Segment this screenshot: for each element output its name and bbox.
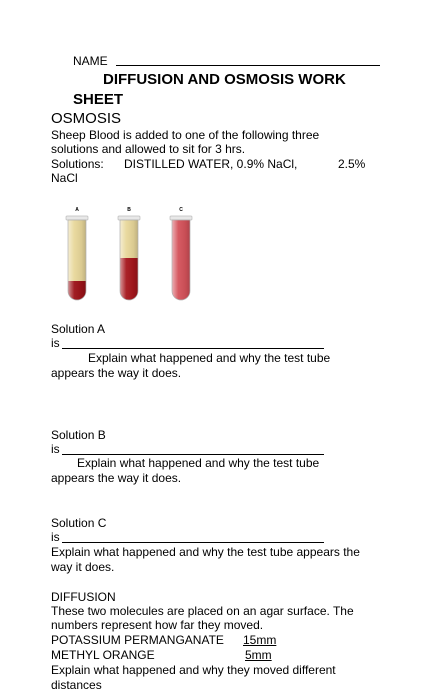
tube-b-label: B: [127, 207, 131, 213]
solution-value-3: 2.5%: [338, 157, 366, 171]
solution-a-answer-line[interactable]: [62, 348, 324, 349]
solution-a-explain-line1: Explain what happened and why the test tube: [88, 351, 331, 365]
solution-value-3-cont: NaCl: [51, 171, 78, 185]
solution-c-answer-line[interactable]: [62, 542, 324, 543]
diffusion-heading: DIFFUSION: [51, 590, 116, 604]
test-tube-c: [170, 207, 192, 300]
solution-c-is-label: is: [51, 530, 60, 544]
osmosis-intro-line1: Sheep Blood is added to one of the following three: [51, 128, 320, 142]
solution-a-title: Solution A: [51, 322, 106, 336]
name-blank-line[interactable]: [116, 65, 380, 66]
methyl-orange-label: METHYL ORANGE: [51, 648, 155, 662]
solutions-label: Solutions:: [51, 157, 104, 171]
solution-c-explain-line2: way it does.: [51, 560, 115, 574]
solution-c-explain-line1: Explain what happened and why the test tube appears the: [51, 545, 360, 559]
diffusion-line1: These two molecules are placed on an agar surface. The: [51, 604, 354, 618]
methyl-orange-distance: 5mm: [245, 648, 272, 662]
solution-b-title: Solution B: [51, 428, 106, 442]
test-tubes-illustration: [55, 203, 205, 308]
diffusion-line3: Explain what happened and why they moved different: [51, 663, 336, 677]
osmosis-intro-line2: solutions and allowed to sit for 3 hrs.: [51, 142, 246, 156]
solution-b-answer-line[interactable]: [62, 454, 324, 455]
test-tube-a: [66, 207, 88, 300]
diffusion-line4: distances: [51, 678, 102, 692]
solution-a-is-label: is: [51, 336, 60, 350]
solution-a-explain-line2: appears the way it does.: [51, 366, 182, 380]
solution-c-title: Solution C: [51, 516, 107, 530]
diffusion-line2: numbers represent how far they moved.: [51, 618, 264, 632]
osmosis-heading: OSMOSIS: [51, 110, 122, 127]
solution-b-is-label: is: [51, 442, 60, 456]
name-label: NAME: [73, 54, 108, 68]
potassium-permanganate-distance: 15mm: [243, 633, 277, 647]
tube-c-label: C: [179, 207, 183, 213]
solution-b-explain-line2: appears the way it does.: [51, 471, 182, 485]
worksheet-title-line2: SHEET: [73, 91, 124, 108]
solution-b-explain-line1: Explain what happened and why the test tube: [77, 456, 320, 470]
worksheet-title: DIFFUSION AND OSMOSIS WORK: [103, 71, 346, 88]
potassium-permanganate-label: POTASSIUM PERMANGANATE: [51, 633, 224, 647]
test-tube-b: [118, 207, 140, 300]
solutions-values: DISTILLED WATER, 0.9% NaCl,: [124, 157, 298, 171]
tube-a-label: A: [75, 207, 79, 213]
